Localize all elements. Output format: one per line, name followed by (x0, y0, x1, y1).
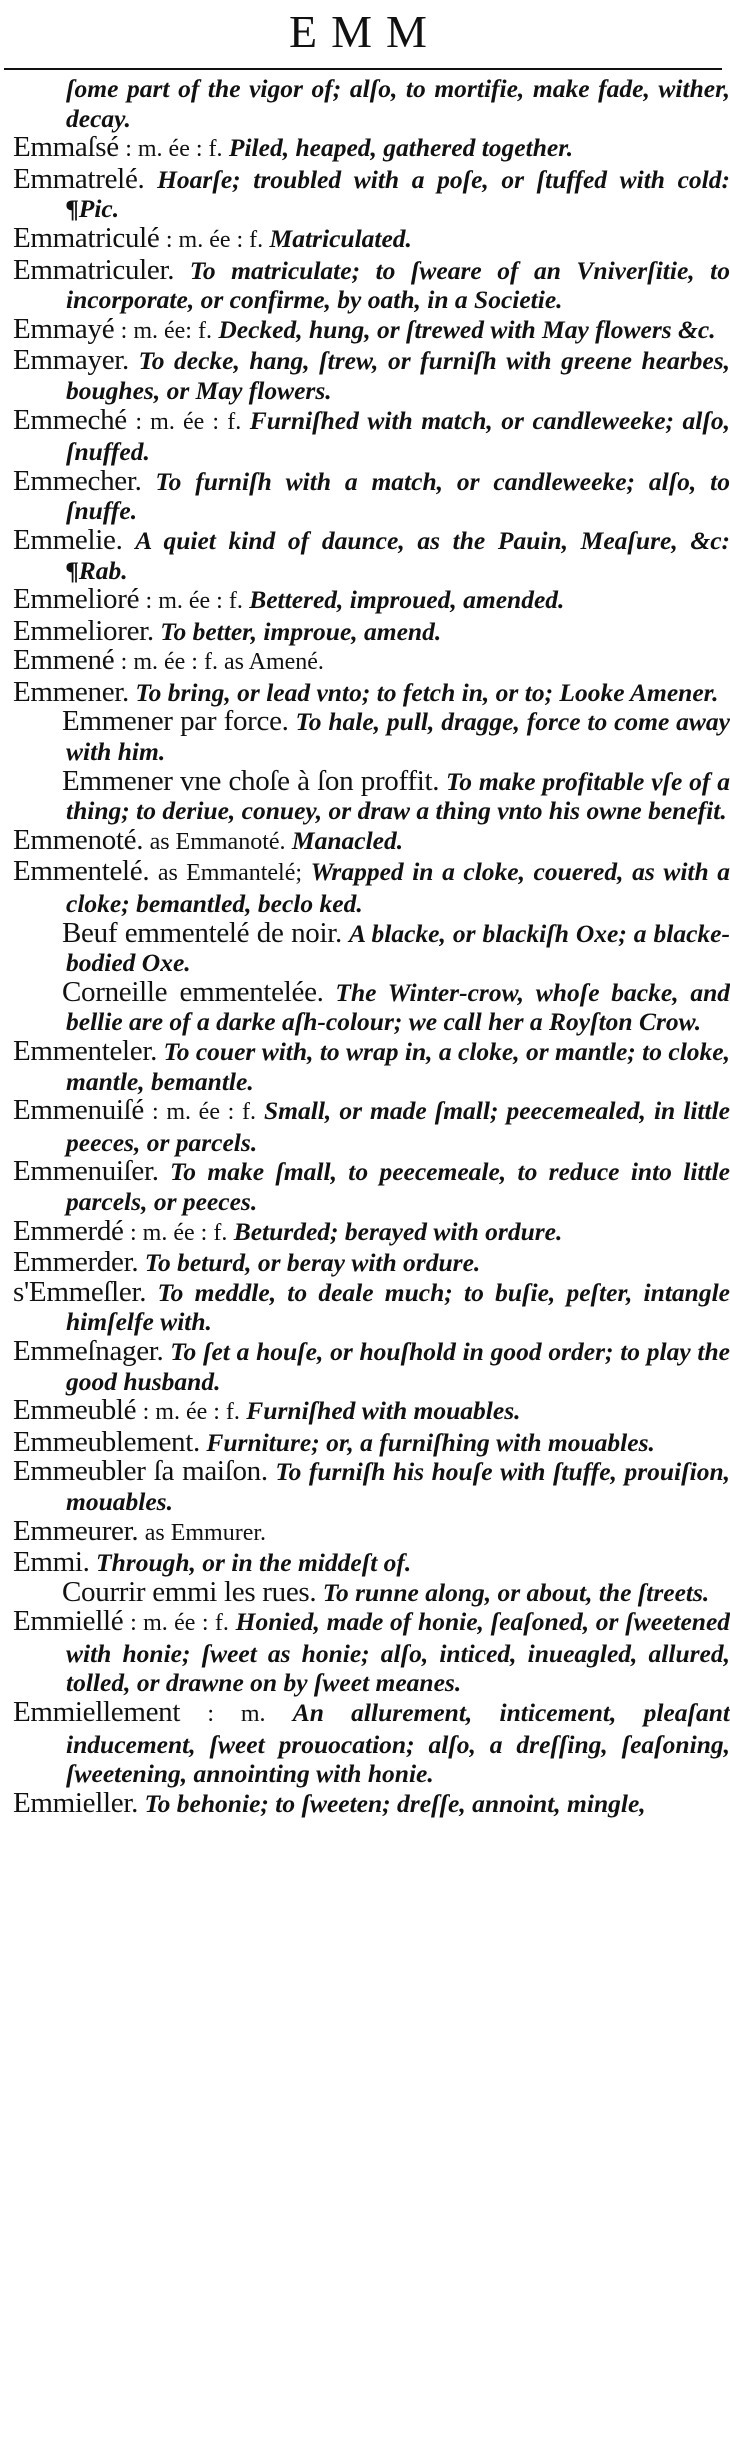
headword: Beuf emmentelé de noir. (62, 916, 342, 949)
grammar-note: as Emmanoté. (149, 828, 286, 855)
headword: Emmener. (13, 675, 129, 708)
sub-entry (0, 764, 730, 826)
headword: s'Emmeſler. (13, 1275, 147, 1308)
definition: To hale, pull, dragge, force to come away with him. (66, 707, 730, 767)
dictionary-entry (0, 1214, 730, 1249)
definition: To runne along, or about, the ſtreets. (322, 1577, 710, 1607)
headword: Emmenteler. (13, 1035, 158, 1067)
definition: To make profitable vſe of a thing; to deriue, conuey, or draw a thing vnto his owne benefit. (66, 766, 730, 826)
headword: Emmeſnager. (13, 1334, 164, 1367)
grammar-note: : m. ée : f. (135, 408, 242, 435)
definition: To furniſh with a match, or candleweeke; alſo, to ſnuffe. (66, 466, 730, 526)
definition: Matriculated. (269, 223, 412, 253)
dictionary-entry (0, 1275, 730, 1337)
running-header: EMM (289, 6, 441, 57)
dictionary-entry (0, 346, 730, 405)
definition: Wrapped in a cloke, couered, as with a cloke; bemantled, beclo ked. (66, 857, 730, 919)
dictionary-entry (0, 1334, 730, 1396)
definition: Piled, heaped, gathered together. (228, 133, 574, 163)
headword: Emmaſsé (13, 131, 119, 164)
definition: To furniſh his houſe with ſtuffe, prouiſion, mouables. (66, 1457, 730, 1516)
definition: To couer with, to wrap in, a cloke, or mantle; to cloke, mantle, bemantle. (66, 1037, 730, 1096)
sub-entry (0, 1575, 730, 1608)
sub-entry (0, 975, 730, 1037)
definition: Small, or made ſmall; peecemealed, in little peeces, or parcels. (66, 1096, 730, 1157)
dictionary-entry (0, 1396, 730, 1428)
dictionary-entry (0, 312, 730, 347)
definition: Manacled. (291, 825, 404, 855)
definition: Decked, hung, or ſtrewed with May flowers &c. (218, 314, 716, 344)
definition: Hoarſe; troubled with a poſe, or ſtuffed with cold: ¶Pic. (66, 164, 730, 224)
dictionary-entry (0, 823, 730, 858)
headword: Emmiellement (13, 1696, 181, 1729)
headword: Emmiellé (13, 1605, 124, 1638)
dictionary-entry (0, 1548, 730, 1578)
dictionary-entry (0, 133, 730, 165)
dictionary-entry (0, 1786, 730, 1819)
dictionary-entry (0, 857, 730, 918)
headword: Emmieller. (13, 1786, 139, 1819)
headword: Emmelioré (13, 583, 140, 616)
sub-entry (0, 707, 730, 766)
headword: Emmeliorer. (13, 614, 154, 647)
grammar-note: as Emmurer. (144, 1519, 267, 1546)
headword: Emmenoté. (13, 823, 144, 856)
definition: Honied, made of honie, ſeaſoned, or ſweetened with honie; ſweet as honie; alſo, inticed, inueagled, allured, tolled, or drawne on by ſweet meanes. (66, 1607, 730, 1698)
dictionary-entry (0, 1425, 730, 1458)
dictionary-entry (0, 1157, 730, 1216)
dictionary-entry (0, 1457, 730, 1516)
headword: Emmerder. (13, 1246, 139, 1279)
definition: An allurement, inticement, pleaſant inducement, ſweet prouocation; alſo, a dreſſing, ſeaſoning, ſweetening, annointing with honie. (66, 1698, 730, 1789)
definition: To matriculate; to ſweare of an Vniverſitie, to incorporate, or confirme, by oath, in a Societie. (66, 255, 730, 315)
definition: Through, or in the middeſt of. (96, 1548, 412, 1578)
grammar-note: : m. ée : f. as Amené. (120, 649, 324, 676)
headword: Emmenuiſer. (13, 1155, 159, 1188)
definition: To meddle, to deale much; to buſie, peſter, intangle himſelfe with. (66, 1277, 730, 1337)
dictionary-entry (0, 1514, 730, 1549)
headword: Emmené (13, 644, 115, 677)
headword: Emmi. (13, 1546, 90, 1579)
definition: ſome part of the vigor of; alſo, to mortifie, make fade, wither, decay. (66, 74, 730, 133)
headword: Emmentelé. (13, 855, 150, 888)
dictionary-entry (0, 253, 730, 315)
headword: Corneille emmentelée. (62, 975, 324, 1008)
headword: Emmayer. (13, 344, 129, 377)
definition: Bettered, improued, amended. (249, 585, 565, 615)
headword: Emmener par force. (62, 705, 289, 738)
headword: Emmatriculé (13, 221, 160, 254)
dictionary-entry (0, 1607, 730, 1698)
definition: A quiet kind of daunce, as the Pauin, Meaſure, &c: ¶Rab. (66, 525, 730, 585)
dictionary-entry (0, 646, 730, 678)
headword: Emmeublement. (13, 1425, 200, 1458)
headword: Emmerdé (13, 1214, 124, 1247)
dictionary-entry (0, 1096, 730, 1157)
grammar-note: : m. ée : f. (125, 136, 223, 163)
definition: Furniture; or, a furniſhing with mouables. (206, 1427, 655, 1457)
grammar-note: : m. ée : f. (165, 226, 264, 253)
dictionary-entry (0, 1248, 730, 1278)
definition: To behonie; to ſweeten; dreſſe, annoint, mingle, (144, 1788, 646, 1818)
headword: Emmenuiſé (13, 1094, 144, 1127)
headword: Emmatriculer. (13, 253, 175, 286)
dictionary-entry (0, 403, 730, 467)
dictionary-entry (0, 585, 730, 617)
definition: To ſet a houſe, or houſhold in good order; to play the good husband. (66, 1336, 730, 1396)
grammar-note: : m. ée : f. (130, 1610, 229, 1637)
grammar-note: : m. ée : f. (152, 1099, 256, 1126)
dictionary-entry (0, 464, 730, 526)
headword: Emmeurer. (13, 1514, 139, 1547)
dictionary-entry (0, 221, 730, 256)
grammar-note: : m. (207, 1701, 266, 1728)
definition: To better, improue, amend. (160, 616, 442, 646)
headword: Emmecher. (13, 464, 142, 497)
definition: Beturded; berayed with ordure. (233, 1216, 563, 1246)
headword: Courrir emmi les rues. (62, 1575, 317, 1608)
definition: Furniſhed with mouables. (246, 1396, 521, 1426)
definition: To make ſmall, to peecemeale, to reduce into little parcels, or peeces. (66, 1157, 730, 1216)
header-rule (4, 68, 722, 70)
grammar-note: : m. ée : f. (142, 1399, 240, 1426)
sub-entry (0, 916, 730, 978)
definition: Furniſhed with match, or candleweeke; alſo, ſnuffed. (66, 405, 730, 467)
entry-list (0, 74, 730, 1818)
definition: To beturd, or beray with ordure. (144, 1248, 481, 1278)
definition: The Winter-crow, whoſe backe, and bellie are of a darke aſh-colour; we call her a Royſton Crow. (66, 977, 730, 1037)
grammar-note: : m. ée: f. (120, 317, 212, 344)
dictionary-entry (0, 162, 730, 224)
dictionary-entry (0, 614, 730, 647)
grammar-note: : m. ée : f. (145, 588, 243, 615)
dictionary-entry (0, 523, 730, 585)
headword: Emmener vne choſe à ſon proffit. (62, 764, 440, 797)
headword: Emmeubler ſa maiſon. (13, 1455, 268, 1488)
dictionary-entry (0, 1698, 730, 1789)
headword: Emmeublé (13, 1394, 137, 1427)
dictionary-entry (0, 675, 730, 708)
headword: Emmeché (13, 403, 127, 436)
definition: To decke, hang, ſtrew, or furniſh with greene hearbes, boughes, or May flowers. (66, 346, 730, 405)
headword: Emmayé (13, 312, 115, 345)
definition: To bring, or lead vnto; to fetch in, or to; Looke Amener. (135, 677, 719, 707)
headword: Emmatrelé. (13, 162, 145, 195)
headword: Emmelie. (13, 523, 123, 556)
definition: A blacke, or blackiſh Oxe; a blacke-bodied Oxe. (66, 918, 730, 978)
dictionary-entry (0, 74, 730, 133)
grammar-note: as Emmantelé; (157, 860, 303, 887)
grammar-note: : m. ée : f. (130, 1219, 228, 1246)
dictionary-entry (0, 1037, 730, 1096)
